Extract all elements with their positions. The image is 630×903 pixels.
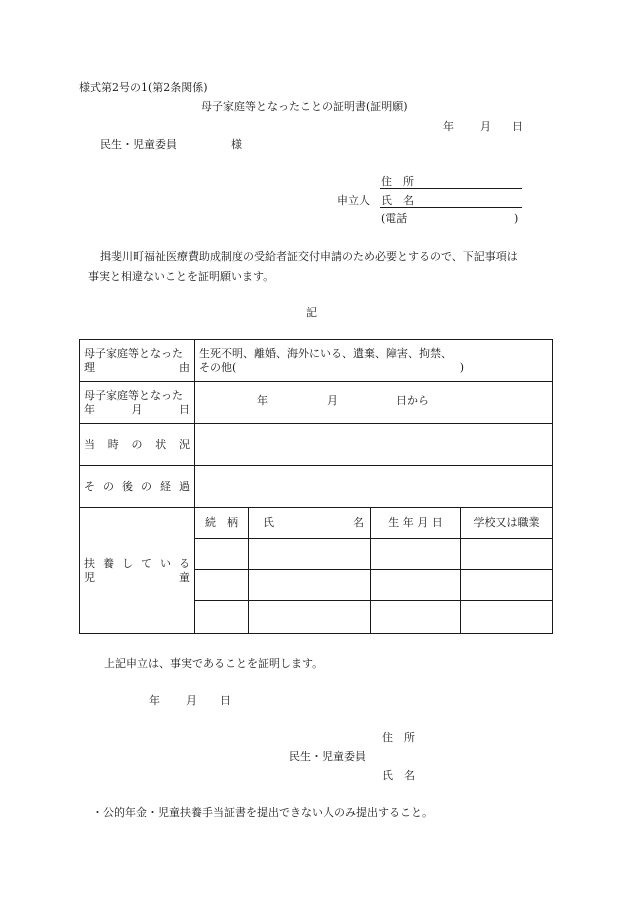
child-relation-cell[interactable] xyxy=(195,539,249,570)
document-title: 母子家庭等となったことの証明書(証明願) xyxy=(201,100,408,113)
situation-char: 時 xyxy=(107,437,119,451)
header-name-a: 氏 xyxy=(263,516,274,530)
certifier-address-label: 住 所 xyxy=(382,731,415,744)
date-label-line2 xyxy=(84,403,190,417)
cert-date-month: 月 xyxy=(186,694,197,707)
date-label-cell xyxy=(80,382,195,424)
children-label-line1 xyxy=(84,557,190,571)
header-school-or-job: 学校又は職業 xyxy=(461,508,553,539)
progress-row xyxy=(80,466,553,508)
date-month-label: 月 xyxy=(480,120,491,133)
applicant-phone-open: (電話 xyxy=(381,212,408,225)
progress-char: 過 xyxy=(179,479,190,493)
header-birthdate: 生 年 月 日 xyxy=(371,508,461,539)
children-char: 養 xyxy=(103,556,114,570)
reason-options-line2 xyxy=(199,361,464,375)
children-label-cell xyxy=(80,508,195,634)
date-label-day: 日 xyxy=(179,402,190,416)
situation-char: 況 xyxy=(179,437,190,451)
reason-value-cell[interactable] xyxy=(195,340,553,382)
children-char: る xyxy=(179,556,190,570)
situation-label-cell xyxy=(80,424,195,466)
date-label-year: 年 xyxy=(84,402,95,416)
applicant-phone-close: ) xyxy=(514,212,519,225)
children-char: 童 xyxy=(179,570,190,584)
child-name-cell[interactable] xyxy=(249,601,371,634)
form-number: 様式第2号の1(第2条関係) xyxy=(79,81,208,94)
cert-date-year: 年 xyxy=(149,694,160,707)
addressee-honorific: 様 xyxy=(231,138,242,151)
situation-label xyxy=(84,438,190,452)
applicant-address-label: 住 所 xyxy=(381,175,414,188)
children-char: 扶 xyxy=(84,556,95,570)
children-char: て xyxy=(141,556,152,570)
reason-label-li: 理 xyxy=(84,360,95,374)
child-school-cell[interactable] xyxy=(461,570,553,601)
children-char: 児 xyxy=(84,570,95,584)
situation-char: の xyxy=(131,437,143,451)
child-birth-cell[interactable] xyxy=(371,539,461,570)
progress-char: 経 xyxy=(160,479,171,493)
situation-value-cell[interactable] xyxy=(195,424,553,466)
reason-label-yu: 由 xyxy=(179,360,190,374)
header-relation: 続 柄 xyxy=(195,508,249,539)
child-birth-cell[interactable] xyxy=(371,601,461,634)
child-relation-cell[interactable] xyxy=(195,601,249,634)
situation-char: 当 xyxy=(84,437,95,451)
date-label-line1: 母子家庭等となった xyxy=(84,388,183,402)
children-label-line2 xyxy=(84,571,190,585)
reason-row xyxy=(80,340,553,382)
date-day-label: 日 xyxy=(512,120,523,133)
reason-options-line1: 生死不明、離婚、海外にいる、遺棄、障害、拘禁、 xyxy=(199,346,452,360)
submission-note: ・公的年金・児童扶養手当証書を提出できない人のみ提出すること。 xyxy=(92,806,433,819)
header-name xyxy=(249,508,371,539)
applicant-address-field[interactable] xyxy=(380,188,522,189)
ki-marker: 記 xyxy=(306,306,317,319)
date-label-month: 月 xyxy=(131,402,143,416)
progress-value-cell[interactable] xyxy=(195,466,553,508)
cert-date-day: 日 xyxy=(220,694,231,707)
addressee-title: 民生・児童委員 xyxy=(100,138,177,151)
date-value-cell[interactable] xyxy=(195,382,553,424)
children-char: い xyxy=(160,556,171,570)
body-text-line1: 揖斐川町福祉医療費助成制度の受給者証交付申請のため必要とするので、下記事項は xyxy=(100,250,518,263)
progress-label-cell xyxy=(80,466,195,508)
children-char: し xyxy=(122,556,133,570)
child-birth-cell[interactable] xyxy=(371,570,461,601)
child-relation-cell[interactable] xyxy=(195,570,249,601)
certifier-name-label: 氏 名 xyxy=(382,769,415,782)
reason-label-line2 xyxy=(84,361,190,375)
progress-char: 後 xyxy=(122,479,133,493)
child-name-cell[interactable] xyxy=(249,570,371,601)
applicant-name-label: 氏 名 xyxy=(381,194,414,207)
header-name-b: 名 xyxy=(353,516,364,530)
applicant-name-field[interactable] xyxy=(380,207,522,208)
date-year-label: 年 xyxy=(443,120,454,133)
certifier-title: 民生・児童委員 xyxy=(289,750,366,763)
progress-char: そ xyxy=(84,479,95,493)
child-school-cell[interactable] xyxy=(461,601,553,634)
date-value-from: 日から xyxy=(396,393,429,407)
situation-row xyxy=(80,424,553,466)
reason-label-line1: 母子家庭等となった xyxy=(84,346,183,360)
date-value-year: 年 xyxy=(257,393,268,407)
applicant-label: 申立人 xyxy=(337,194,370,207)
reason-other-close: ) xyxy=(459,360,464,374)
progress-label xyxy=(84,480,190,494)
reason-other-open: その他( xyxy=(199,360,237,374)
progress-char: の xyxy=(103,479,114,493)
child-school-cell[interactable] xyxy=(461,539,553,570)
certify-text: 上記申立は、事実であることを証明します。 xyxy=(104,657,324,670)
date-row xyxy=(80,382,553,424)
date-value-month: 月 xyxy=(327,393,338,407)
situation-char: 状 xyxy=(155,437,167,451)
certificate-table xyxy=(79,339,553,634)
body-text-line2: 事実と相違ないことを証明願います。 xyxy=(88,270,275,283)
reason-label-cell xyxy=(80,340,195,382)
children-header-row xyxy=(80,508,553,539)
child-name-cell[interactable] xyxy=(249,539,371,570)
progress-char: の xyxy=(141,479,152,493)
